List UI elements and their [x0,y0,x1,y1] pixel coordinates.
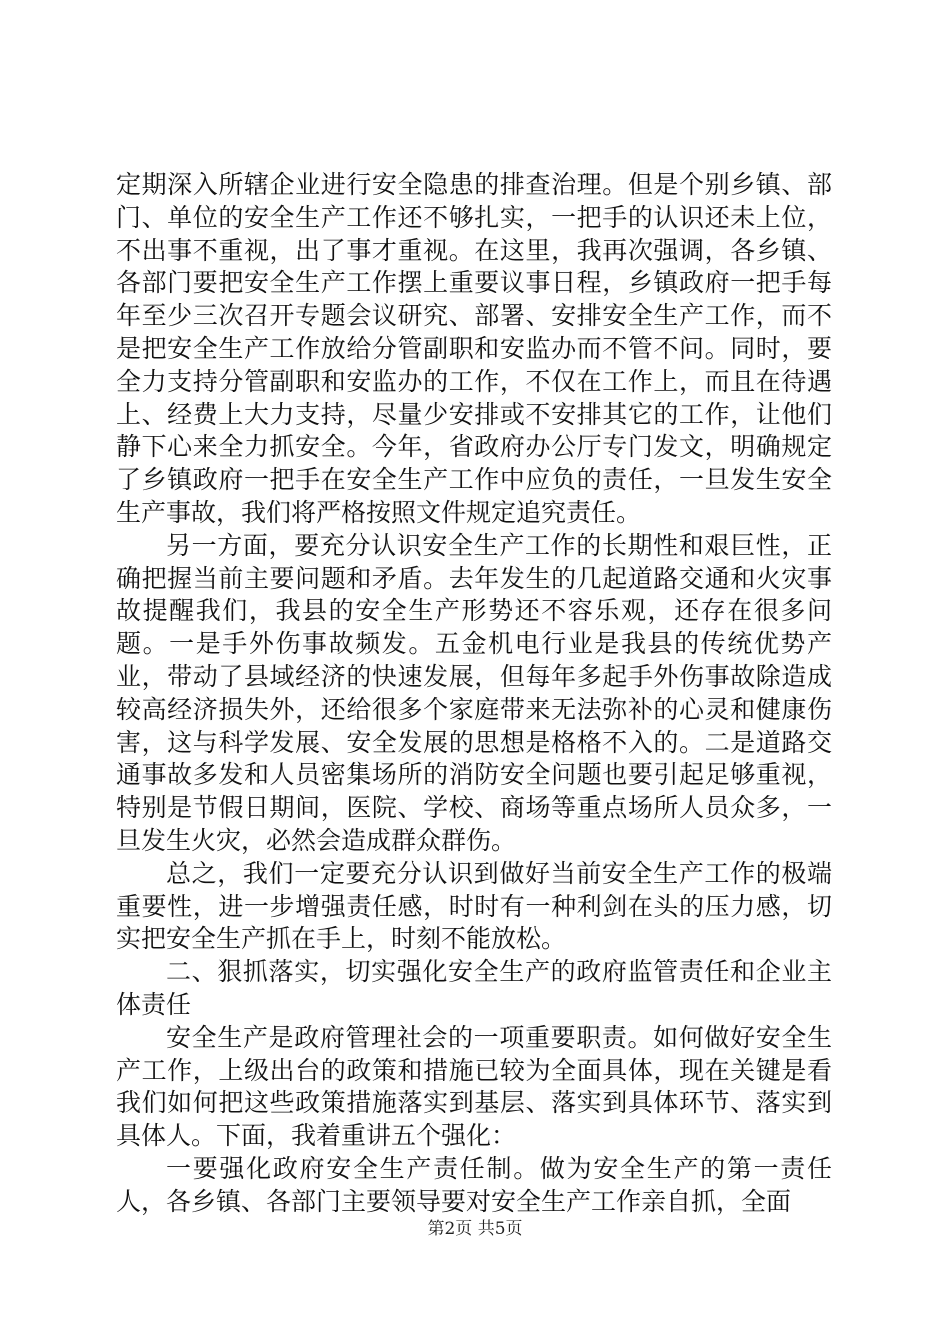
paragraph: 另一方面，要充分认识安全生产工作的长期性和艰巨性，正确把握当前主要问题和矛盾。去年发生的几起道路交通和火灾事故提醒我们，我县的安全生产形势还不容乐观，还存在很多问题。一是手外伤事故频发。五金机电行业是我县的传统优势产业，带动了县域经济的快速发展，但每年多起手外伤事故除造成较高经济损失外，还给很多个家庭带来无法弥补的心灵和健康伤害，这与科学发展、安全发展的思想是格格不入的。二是道路交通事故多发和人员密集场所的消防安全问题也要引起足够重视，特别是节假日期间，医院、学校、商场等重点场所人员众多，一旦发生火灾，必然会造成群众群伤。 [116,530,832,855]
paragraph-continuation: 定期深入所辖企业进行安全隐患的排查治理。但是个别乡镇、部门、单位的安全生产工作还不够扎实，一把手的认识还未上位，不出事不重视，出了事才重视。在这里，我再次强调，各乡镇、各部门要把安全生产工作摆上重要议事日程，乡镇政府一把手每年至少三次召开专题会议研究、部署、安排安全生产工作，而不是把安全生产工作放给分管副职和安监办而不管不问。同时，要全力支持分管副职和安监办的工作，不仅在工作上，而且在待遇上、经费上大力支持，尽量少安排或不安排其它的工作，让他们静下心来全力抓安全。今年，省政府办公厅专门发文，明确规定了乡镇政府一把手在安全生产工作中应负的责任，一旦发生安全生产事故，我们将严格按照文件规定追究责任。 [116,170,832,527]
section-heading: 二、狠抓落实，切实强化安全生产的政府监管责任和企业主体责任 [116,957,832,1019]
page-number-footer: 第2页 共5页 [427,1219,523,1239]
paragraph: 总之，我们一定要充分认识到做好当前安全生产工作的极端重要性，进一步增强责任感，时时有一种利剑在头的压力感，切实把安全生产抓在手上，时刻不能放松。 [116,858,832,954]
paragraph: 一要强化政府安全生产责任制。做为安全生产的第一责任人，各乡镇、各部门主要领导要对安全生产工作亲自抓，全面 [116,1153,832,1216]
paragraph: 安全生产是政府管理社会的一项重要职责。如何做好安全生产工作，上级出台的政策和措施已较为全面具体，现在关键是看我们如何把这些政策措施落实到基层、落实到具体环节、落实到具体人。下面，我着重讲五个强化： [116,1022,832,1151]
body-text [116,169,832,1219]
